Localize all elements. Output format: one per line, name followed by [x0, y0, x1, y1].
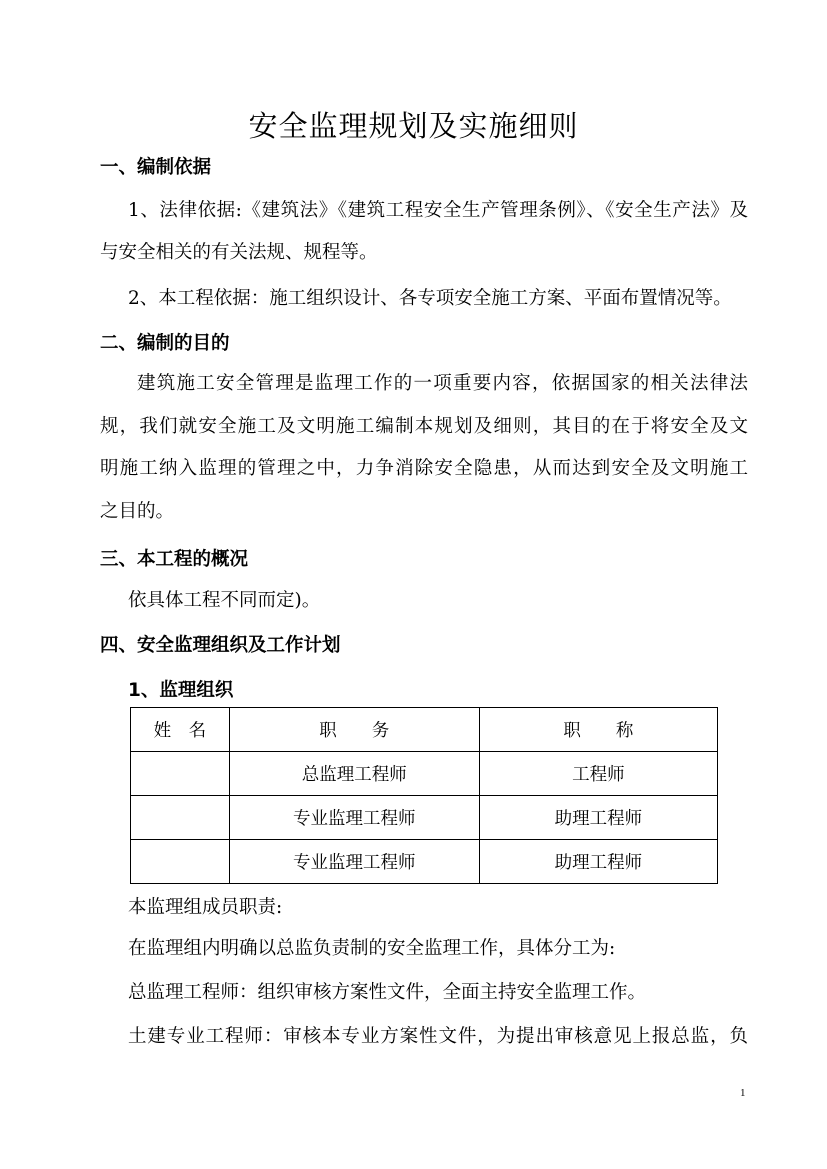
section-heading-purpose: 二、编制的目的 [100, 333, 230, 354]
paragraph-overview: 依具体工程不同而定)。 [128, 590, 321, 611]
paragraph-chief-engineer-duty: 总监理工程师：组织审核方案性文件，全面主持安全监理工作。 [128, 982, 647, 1003]
section-heading-organization: 四、安全监理组织及工作计划 [100, 635, 341, 656]
table-row [131, 840, 718, 884]
table-cell-position: 专业监理工程师 [229, 796, 479, 840]
paragraph-purpose-line1: 建筑施工安全管理是监理工作的一项重要内容，依据国家的相关法律法 [137, 373, 748, 394]
table-row [131, 796, 718, 840]
table-cell-name [131, 752, 230, 796]
paragraph-purpose-line2: 规，我们就安全施工及文明施工编制本规划及细则，其目的在于将安全及文 [100, 416, 748, 437]
subheading-supervision-org: 1、监理组织 [128, 680, 234, 701]
paragraph-division-of-work: 在监理组内明确以总监负责制的安全监理工作，具体分工为: [128, 938, 616, 959]
section-heading-overview: 三、本工程的概况 [100, 549, 249, 570]
page-number: 1 [740, 1087, 746, 1099]
table-row [131, 752, 718, 796]
paragraph-legal-basis-line1: 1、法律依据:《建筑法》《建筑工程安全生产管理条例》、《安全生产法》及 [128, 200, 748, 221]
table-cell-name [131, 796, 230, 840]
header-name: 姓 名 [131, 708, 230, 752]
paragraph-purpose-line3: 明施工纳入监理的管理之中，力争消除安全隐患，从而达到安全及文明施工 [100, 458, 748, 479]
paragraph-project-basis: 2、本工程依据：施工组织设计、各专项安全施工方案、平面布置情况等。 [128, 288, 732, 309]
paragraph-civil-engineer-duty: 土建专业工程师：审核本专业方案性文件，为提出审核意见上报总监，负 [128, 1026, 748, 1047]
section-heading-basis: 一、编制依据 [100, 157, 212, 178]
supervision-org-table [130, 707, 718, 884]
table-cell-title: 助理工程师 [479, 840, 717, 884]
table-header-row [131, 708, 718, 752]
table-cell-name [131, 840, 230, 884]
table-cell-title: 助理工程师 [479, 796, 717, 840]
table-cell-position: 专业监理工程师 [229, 840, 479, 884]
paragraph-legal-basis-line2: 与安全相关的有关法规、规程等。 [100, 242, 378, 263]
paragraph-purpose-line4: 之目的。 [100, 501, 175, 522]
header-title: 职 称 [479, 708, 717, 752]
header-position: 职 务 [229, 708, 479, 752]
document-title: 安全监理规划及实施细则 [248, 109, 579, 143]
table-cell-title: 工程师 [479, 752, 717, 796]
paragraph-member-duties: 本监理组成员职责: [128, 897, 283, 918]
table-cell-position: 总监理工程师 [229, 752, 479, 796]
